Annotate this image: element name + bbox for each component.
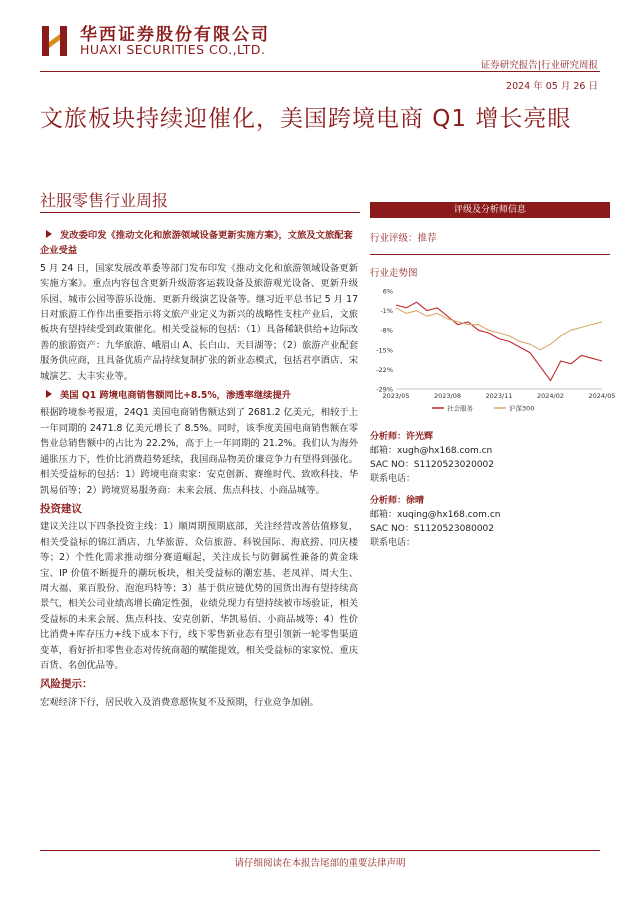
panel-header: 评级及分析师信息 xyxy=(370,202,610,218)
legend-label: 社会服务 xyxy=(447,404,473,413)
series-line-csi300 xyxy=(396,308,602,350)
huaxi-logo-icon xyxy=(40,22,70,58)
footer-divider xyxy=(40,850,600,851)
industry-rating: 行业评级：推荐 xyxy=(370,233,437,244)
section-body-investment: 建议关注以下四条投资主线：1）顺周期预期底部，关注经营改善估值修复，相关受益标的锦江酒店、九华旅游、众信旅游、科锐国际、海底捞、同庆楼等；2）个性化需求推动细分赛道崛起，关注成长与防御属性兼备的黄金珠宝、IP 价值不断提升的潮玩板块，相关受益标的潮宏基、老凤祥、周大生、周大福、莱百股份、泡泡玛特等；3）基于供应链优势的国货出海有望持续高景气，相关公司业绩高增长确定性强，业绩兑现力有望持续被市场验证，相关受益标的未来会展、焦点科技、安克创新、华凯易佰、小商品城等；4）性价比消费+库存压力+线下成本下行，线下零售新业态有望引领新一轮零售渠道变革，看好折扣零售业态对传统商超的赋能提效，相关受益标的家家悦、重庆百货、名创优品等。 xyxy=(40,521,358,671)
y-tick-label: -8% xyxy=(380,326,393,335)
header-divider xyxy=(40,71,600,72)
bullet-triangle-icon xyxy=(46,230,52,238)
y-tick-label: -15% xyxy=(376,346,393,355)
trend-chart xyxy=(370,285,616,415)
x-tick-label: 2024/02 xyxy=(536,392,565,400)
section-body-policy: 5 月 24 日，国家发展改革委等部门发布印发《推动文化和旅游领域设备更新实施方案》。重点内容包含更新升级游客运载设备及旅游观光设备、更新升级乐园、城市公园等游乐设施、更新升级演艺设备等。继习近平总书记 5 月 17 日对旅游工作作出重要指示将文旅产业定义为新兴的战略性支柱产业后，文旅板块有望持续受到政策催化。相关受益标的包括：（1）具备稀缺供给+边际改善的旅游资产：九华旅游、峨眉山 A、长白山、天目湖等；（2）旅游产业配套服务供应商，且具备优质产品持续复制扩张的新业态模式，包括君亭酒店、宋城演艺、大丰实业等。 xyxy=(40,262,358,382)
bullet-triangle-icon xyxy=(46,390,52,398)
analyst-email: 邮箱：xugh@hx168.com.cn xyxy=(370,446,493,456)
x-tick-label: 2023/08 xyxy=(433,392,462,400)
report-type: 证券研究报告|行业研究周报 xyxy=(480,60,598,71)
panel-divider xyxy=(370,254,610,255)
x-tick-label: 2024/05 xyxy=(588,392,616,400)
report-subtitle: 社服零售行业周报 xyxy=(40,191,169,210)
legend-label: 沪深300 xyxy=(509,404,535,413)
section-heading-ecommerce: 美国 Q1 跨境电商销售额同比+8.5%，渗透率继续提升 xyxy=(40,388,358,403)
section-heading-investment: 投资建议 xyxy=(40,502,82,515)
analyst-phone: 联系电话： xyxy=(370,474,416,484)
analyst-phone: 联系电话： xyxy=(370,538,416,548)
report-title: 文旅板块持续迎催化，美国跨境电商 Q1 增长亮眼 xyxy=(40,106,572,132)
section-body-ecommerce: 根据跨境参考报道，24Q1 美国电商销售额达到了 2681.2 亿美元，相较于上一年同期的 2471.8 亿美元增长了 8.5%。同时，该季度美国电商销售额在零售业总销售额中的占比为 22.2%，高于上一年同期的 21.2%。我们认为海外通胀压力下，性价比消费趋势延续，我国商品物美价廉竞争力有望得到强化。相关受益标的包括：1）跨境电商卖家：安克创新、赛维时代、致欧科技、华凯易佰等；2）跨境贸易服务商：未来会展、焦点科技、小商品城等。 xyxy=(40,407,358,496)
company-name-cn: 华西证券股份有限公司 xyxy=(80,25,270,45)
analyst-name: 分析师：徐晴 xyxy=(370,496,425,506)
company-name-en: HUAXI SECURITIES CO.,LTD. xyxy=(80,42,266,57)
section-body-risk: 宏观经济下行，居民收入及消费意愿恢复不及预期，行业竞争加剧。 xyxy=(40,696,319,708)
report-body xyxy=(40,228,358,714)
report-date: 2024 年 05 月 26 日 xyxy=(506,81,598,92)
analyst-card xyxy=(370,430,494,486)
analyst-sac: SAC NO：S1120523080002 xyxy=(370,524,494,534)
analyst-name: 分析师：许光辉 xyxy=(370,432,434,442)
section-heading-risk: 风险提示： xyxy=(40,678,93,691)
subtitle-divider xyxy=(40,212,360,213)
y-tick-label: -1% xyxy=(380,307,393,316)
trend-chart-svg xyxy=(370,285,616,415)
analyst-card xyxy=(370,494,500,550)
analyst-email: 邮箱：xuqing@hx168.com.cn xyxy=(370,510,501,520)
section-heading-policy: 发改委印发《推动文化和旅游领域设备更新实施方案》，文旅及文旅配套企业受益 xyxy=(40,230,353,257)
analyst-sac: SAC NO：S1120523020002 xyxy=(370,460,494,470)
y-tick-label: -22% xyxy=(376,365,393,374)
x-tick-label: 2023/11 xyxy=(485,392,513,400)
rating-analyst-panel xyxy=(370,202,616,548)
x-tick-label: 2023/05 xyxy=(382,392,410,400)
y-tick-label: -29% xyxy=(376,385,393,394)
series-line-social-services xyxy=(396,302,602,380)
y-tick-label: 6% xyxy=(382,287,393,296)
chart-title: 行业走势图 xyxy=(370,268,418,279)
legal-notice: 请仔细阅读在本报告尾部的重要法律声明 xyxy=(234,858,406,869)
